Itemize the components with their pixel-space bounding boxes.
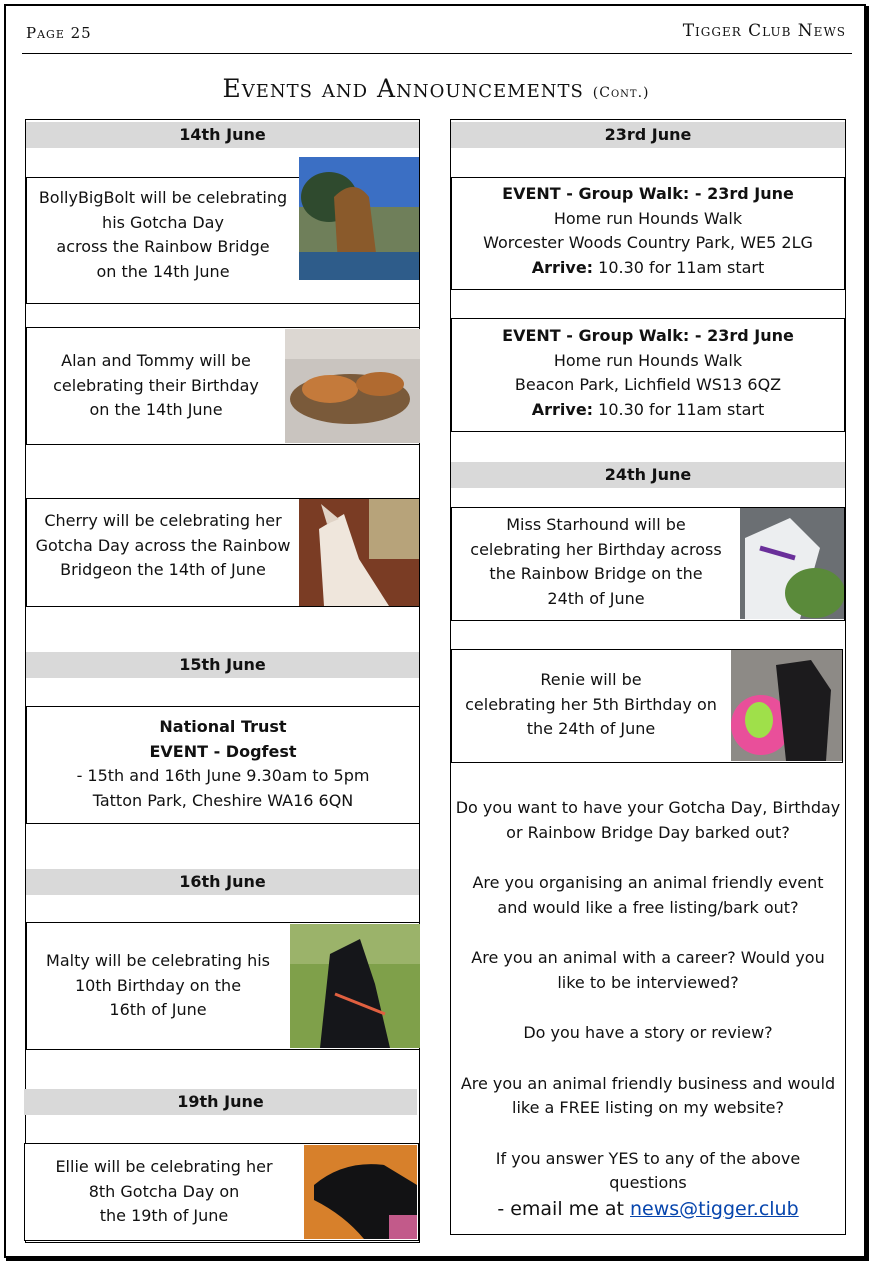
date-heading-15-june: 15th June: [26, 652, 419, 678]
page-shadow-bottom: [6, 1258, 869, 1261]
email-prefix: - email me at: [497, 1197, 631, 1220]
text-line: BollyBigBolt will be celebrating: [38, 188, 288, 207]
text-line: celebrating her Birthday across: [470, 539, 722, 559]
text-line: Home run Hounds Walk: [553, 208, 743, 228]
photo-malty: [290, 924, 420, 1048]
walk1-text: [451, 182, 845, 280]
text-line: the 19th of June: [99, 1206, 229, 1225]
email-link[interactable]: news@tigger.club: [630, 1197, 799, 1220]
photo-cherry: [299, 499, 419, 606]
text-line: National Trust: [159, 717, 287, 736]
text-line: 16th of June: [109, 1000, 207, 1019]
text-line: - 15th and 16th June 9.30am to 5pm: [76, 766, 370, 785]
answer-yes: [452, 1147, 844, 1196]
renie-text: [453, 668, 729, 742]
text-line: Gotcha Day across the Rainbow: [35, 535, 291, 555]
text-line: Cherry will be celebrating her: [44, 511, 282, 530]
text-line: and would like a free listing/bark out?: [497, 897, 799, 917]
photo-alan-tommy: [285, 329, 420, 443]
text-line: Renie will be: [540, 670, 642, 689]
text-line: Are you an animal with a career? Would you: [471, 948, 825, 967]
text-line: If you answer YES to any of the above: [495, 1148, 801, 1168]
date-heading-24-june: 24th June: [451, 462, 845, 488]
photo-ellie: [304, 1145, 417, 1239]
text-line: Are you organising an animal friendly event: [472, 873, 824, 892]
malty-text: [28, 949, 288, 1023]
email-line: [452, 1196, 844, 1222]
text-line: Ellie will be celebrating her: [55, 1157, 273, 1176]
date-heading-23-june: 23rd June: [451, 122, 845, 148]
text-line: Bridgeon the 14th of June: [60, 560, 266, 579]
question-story: [452, 1021, 844, 1046]
header-rule: [22, 53, 852, 54]
text-line: Beacon Park, Lichfield WS13 6QZ: [514, 375, 782, 394]
ellie-text: [26, 1155, 302, 1229]
arrive-label: Arrive:: [531, 399, 594, 419]
text-line: celebrating their Birthday: [53, 375, 259, 395]
text-line: on the 14th June: [96, 261, 230, 281]
arrive-time: 10.30 for 11am start: [593, 257, 765, 277]
text-line: Worcester Woods Country Park, WE5 2LG: [483, 233, 813, 252]
text-line: like to be interviewed?: [557, 972, 739, 992]
text-line: celebrating her 5th Birthday on: [465, 694, 717, 714]
text-line: on the 14th June: [89, 400, 223, 419]
question-event: [452, 871, 844, 920]
text-line: Miss Starhound will be: [506, 515, 686, 534]
text-line: [451, 398, 845, 423]
photo-miss-starhound: [740, 508, 844, 619]
text-line: EVENT - Group Walk: - 23rd June: [502, 326, 794, 345]
starhound-text: [453, 513, 739, 611]
text-line: or Rainbow Bridge Day barked out?: [506, 822, 790, 842]
title-main: Events and Announcements: [222, 74, 584, 103]
text-line: [451, 256, 845, 281]
text-line: 24th of June: [547, 588, 645, 608]
date-heading-14-june: 14th June: [26, 122, 419, 148]
text-line: the 24th of June: [526, 719, 656, 738]
title-cont: (Cont.): [592, 85, 650, 101]
text-line: Home run Hounds Walk: [553, 350, 743, 370]
cherry-text: [28, 509, 298, 583]
text-line: Tatton Park, Cheshire WA16 6QN: [92, 790, 354, 810]
text-line: EVENT - Group Walk: - 23rd June: [502, 184, 794, 203]
text-line: across the Rainbow Bridge: [56, 237, 270, 256]
page-title: [0, 74, 872, 103]
text-line: his Gotcha Day: [102, 212, 224, 232]
text-line: like a FREE listing on my website?: [512, 1098, 784, 1117]
arrive-label: Arrive:: [531, 257, 594, 277]
walk2-text: [451, 324, 845, 422]
arrive-time: 10.30 for 11am start: [593, 399, 765, 419]
text-line: Do you want to have your Gotcha Day, Birthday: [455, 798, 841, 817]
bolly-text: [28, 186, 298, 284]
text-line: the Rainbow Bridge on the: [489, 564, 703, 583]
date-heading-16-june: 16th June: [26, 869, 419, 895]
text-line: Malty will be celebrating his: [46, 951, 270, 970]
text-line: EVENT - Dogfest: [149, 741, 297, 761]
photo-bollybigbolt: [299, 157, 419, 280]
dogfest-text: [26, 715, 420, 813]
text-line: Are you an animal friendly business and would: [460, 1073, 836, 1093]
call-for-submissions: [452, 796, 844, 1222]
text-line: 8th Gotcha Day on: [88, 1181, 240, 1201]
text-line: 10th Birthday on the: [74, 975, 242, 995]
photo-renie: [731, 650, 842, 761]
text-line: questions: [609, 1173, 687, 1192]
page-shadow-right: [866, 6, 869, 1260]
question-career: [452, 946, 844, 995]
question-business: [452, 1072, 844, 1121]
page-number: Page 25: [26, 24, 92, 42]
text-line: Do you have a story or review?: [523, 1023, 773, 1042]
alan-text: [28, 349, 284, 423]
newsletter-name: Tigger Club News: [682, 21, 846, 41]
date-heading-19-june: 19th June: [24, 1089, 417, 1115]
text-line: Alan and Tommy will be: [61, 351, 251, 370]
question-gotcha: [452, 796, 844, 845]
